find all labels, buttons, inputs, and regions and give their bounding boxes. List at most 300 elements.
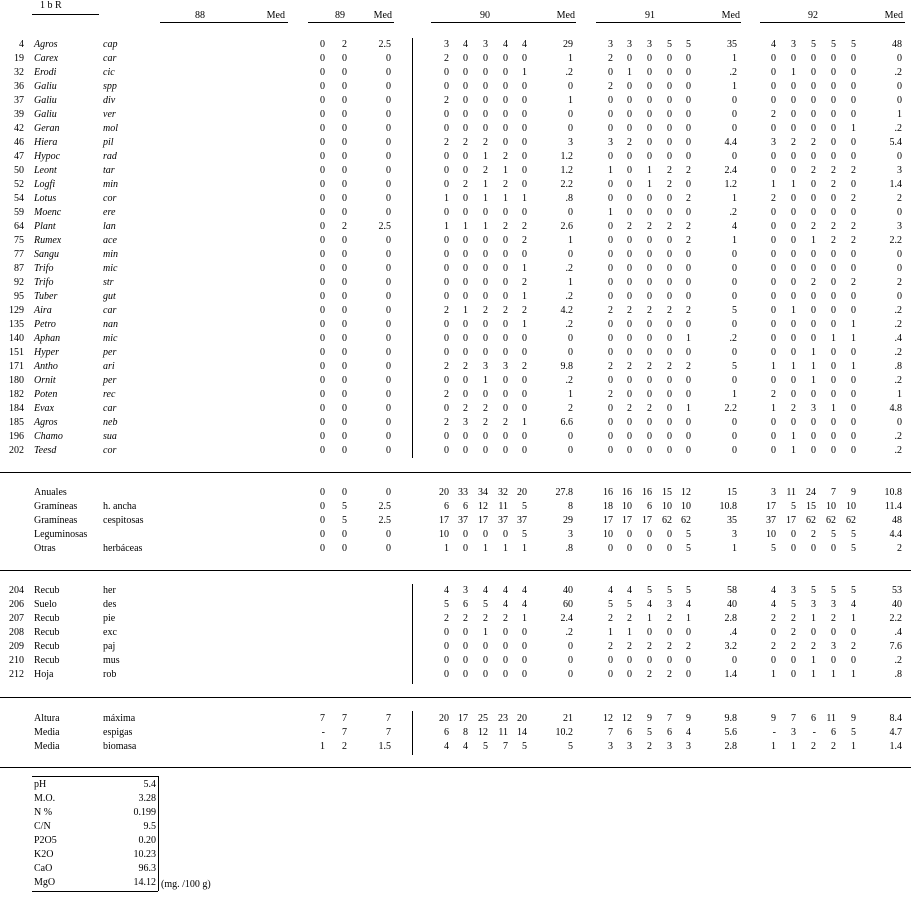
cell-92: - — [772, 727, 776, 738]
cell-92: 0 — [811, 193, 816, 204]
cell-92: - — [812, 727, 816, 738]
species-epithet: ver — [103, 109, 116, 120]
cell-92: 0 — [811, 319, 816, 330]
cell-91: 5 — [732, 361, 737, 372]
section-rule — [0, 767, 911, 768]
cell-92: 10 — [846, 501, 856, 512]
cell-92: 0 — [851, 137, 856, 148]
cell-91: 0 — [647, 235, 652, 246]
cell-92: 1.4 — [889, 179, 902, 190]
year-88-rule — [160, 22, 288, 23]
cell-90: 0 — [463, 109, 468, 120]
cell-90: 1 — [483, 627, 488, 638]
cell-90: 0 — [444, 669, 449, 680]
cell-90: 0 — [522, 627, 527, 638]
height-label: Altura — [34, 713, 60, 724]
cell-90: 2 — [483, 165, 488, 176]
cell-91: 0 — [686, 249, 691, 260]
species-genus: Plant — [34, 221, 56, 232]
cell-90: 0 — [444, 109, 449, 120]
cell-90: 17 — [478, 515, 488, 526]
cell-92: 0 — [791, 277, 796, 288]
cell-92: 0 — [897, 417, 902, 428]
cell-92: 0 — [897, 207, 902, 218]
cell-91: 0 — [608, 291, 613, 302]
cell-92: 1 — [851, 333, 856, 344]
cell-89: 0 — [320, 81, 325, 92]
cell-91: 0 — [608, 347, 613, 358]
species-genus: Antho — [34, 361, 58, 372]
cell-91: 0 — [667, 249, 672, 260]
cell-91: 0 — [608, 333, 613, 344]
cell-91: 2 — [627, 641, 632, 652]
species-epithet: cic — [103, 67, 115, 78]
cell-90: 10.2 — [555, 727, 573, 738]
cell-90: 0 — [503, 403, 508, 414]
cell-92: 5 — [831, 585, 836, 596]
cell-91: 0 — [732, 249, 737, 260]
soil-value: 9.5 — [143, 821, 156, 832]
cell-90: 2 — [444, 389, 449, 400]
cell-91: 0 — [667, 123, 672, 134]
cell-90: 1 — [463, 305, 468, 316]
cell-89: 0 — [320, 333, 325, 344]
cell-89: 0 — [342, 333, 347, 344]
cell-91: .2 — [729, 333, 737, 344]
cell-92: 0 — [791, 655, 796, 666]
species-number: 87 — [14, 263, 24, 274]
cell-90: 0 — [463, 389, 468, 400]
cell-92: 0 — [831, 277, 836, 288]
cell-91: 0 — [627, 123, 632, 134]
species-epithet: sua — [103, 431, 117, 442]
cell-89: 0 — [342, 319, 347, 330]
cell-90: 0 — [522, 655, 527, 666]
cell-92: 2 — [831, 179, 836, 190]
cell-92: 3 — [791, 39, 796, 50]
cell-92: 1 — [831, 403, 836, 414]
cell-91: 2.4 — [724, 165, 737, 176]
cell-90: 1 — [522, 543, 527, 554]
cell-92: 0 — [811, 179, 816, 190]
species-number: 54 — [14, 193, 24, 204]
cell-89: 0 — [342, 291, 347, 302]
cell-90: 0 — [568, 431, 573, 442]
cell-92: 1 — [851, 613, 856, 624]
cell-92: 0 — [811, 389, 816, 400]
cell-92: 0 — [897, 291, 902, 302]
cell-91: 2 — [686, 165, 691, 176]
cell-92: 0 — [851, 151, 856, 162]
cell-90: 0 — [568, 333, 573, 344]
cell-90: 0 — [522, 347, 527, 358]
cell-91: 0 — [627, 235, 632, 246]
cell-92: .2 — [894, 655, 902, 666]
cell-92: 5 — [851, 39, 856, 50]
soil-value: 0.199 — [133, 807, 156, 818]
cell-90: 4 — [522, 599, 527, 610]
cell-92: 0 — [811, 417, 816, 428]
cell-91: 0 — [667, 291, 672, 302]
cell-92: 0 — [771, 347, 776, 358]
cell-90: 0 — [522, 249, 527, 260]
cell-90: 2 — [463, 137, 468, 148]
cell-91: 0 — [608, 123, 613, 134]
cell-89: 0 — [342, 193, 347, 204]
cell-90: 0 — [463, 95, 468, 106]
cell-92: 0 — [831, 655, 836, 666]
cell-91: 2 — [647, 361, 652, 372]
cell-92: 0 — [851, 389, 856, 400]
cell-89: 0 — [342, 109, 347, 120]
cell-92: 5 — [811, 39, 816, 50]
cell-91: 0 — [627, 445, 632, 456]
cell-91: 0 — [627, 669, 632, 680]
cell-92: 0 — [791, 291, 796, 302]
cell-91: 12 — [681, 487, 691, 498]
cell-92: 2 — [791, 627, 796, 638]
year-90-label: 90 — [480, 10, 490, 21]
cell-92: 2.2 — [889, 235, 902, 246]
cell-90: 0 — [503, 53, 508, 64]
cell-92: 0 — [791, 529, 796, 540]
cell-91: 0 — [608, 669, 613, 680]
cover-sublabel: her — [103, 585, 116, 596]
cell-90: 6 — [463, 501, 468, 512]
cell-89: 0 — [386, 529, 391, 540]
cell-92: 0 — [831, 193, 836, 204]
cell-92: 0 — [811, 95, 816, 106]
cell-90: 12 — [478, 727, 488, 738]
cell-91: 0 — [667, 543, 672, 554]
cell-91: 5.6 — [724, 727, 737, 738]
cell-90: 2 — [463, 179, 468, 190]
cell-91: 5 — [608, 599, 613, 610]
species-genus: Galiu — [34, 95, 57, 106]
cell-92: 0 — [831, 67, 836, 78]
cell-90: 2 — [444, 95, 449, 106]
soil-param: MgO — [34, 877, 56, 888]
cell-90: 6.6 — [560, 417, 573, 428]
cell-92: 4.7 — [889, 727, 902, 738]
cell-92: 1 — [791, 361, 796, 372]
cell-90: 0 — [522, 389, 527, 400]
cell-92: 2 — [791, 641, 796, 652]
cell-90: 0 — [503, 291, 508, 302]
cell-89: 2.5 — [378, 501, 391, 512]
cell-92: 0 — [831, 249, 836, 260]
cell-90: 0 — [503, 529, 508, 540]
cell-92: 0 — [811, 249, 816, 260]
cell-92: .8 — [894, 669, 902, 680]
cell-91: 2 — [686, 641, 691, 652]
species-number: 196 — [9, 431, 24, 442]
cell-91: 1 — [627, 627, 632, 638]
cell-89: 0 — [320, 431, 325, 442]
cell-90: 4 — [444, 585, 449, 596]
cell-90: 0 — [503, 669, 508, 680]
soil-value: 0.20 — [138, 835, 156, 846]
cell-89: 7 — [342, 713, 347, 724]
cell-91: 1 — [647, 613, 652, 624]
species-epithet: ari — [103, 361, 115, 372]
cell-91: 0 — [686, 137, 691, 148]
cell-92: 2.2 — [889, 613, 902, 624]
cell-91: 3 — [647, 39, 652, 50]
cell-92: 0 — [771, 305, 776, 316]
cell-92: 0 — [791, 109, 796, 120]
cell-90: 0 — [483, 277, 488, 288]
cell-91: 17 — [603, 515, 613, 526]
cell-90: 2 — [522, 361, 527, 372]
cell-91: 1 — [627, 67, 632, 78]
cell-89: 0 — [342, 529, 347, 540]
species-number: 32 — [14, 67, 24, 78]
cell-90: 0 — [463, 333, 468, 344]
cell-89: 0 — [320, 39, 325, 50]
cell-90: 0 — [444, 67, 449, 78]
cell-92: 0 — [851, 655, 856, 666]
cell-92: 0 — [851, 207, 856, 218]
cell-92: 0 — [791, 417, 796, 428]
cell-91: 0 — [667, 445, 672, 456]
cell-92: 4 — [771, 599, 776, 610]
cell-90: 0 — [444, 263, 449, 274]
cell-92: 0 — [851, 95, 856, 106]
cell-92: 0 — [811, 291, 816, 302]
cell-91: 0 — [647, 333, 652, 344]
cell-89: 0 — [342, 403, 347, 414]
cell-90: 0 — [503, 137, 508, 148]
cell-91: 0 — [686, 655, 691, 666]
cover-label: Recub — [34, 655, 60, 666]
cell-90: 0 — [522, 669, 527, 680]
cell-92: 5 — [831, 529, 836, 540]
cover-number: 212 — [9, 669, 24, 680]
cell-92: 5.4 — [889, 137, 902, 148]
cell-91: 5 — [686, 529, 691, 540]
cell-91: 0 — [647, 193, 652, 204]
cell-89: 0 — [342, 347, 347, 358]
species-number: 135 — [9, 319, 24, 330]
cell-91: 0 — [608, 277, 613, 288]
cell-90: 3 — [568, 529, 573, 540]
cell-91: 2 — [627, 305, 632, 316]
cell-90: 3 — [444, 39, 449, 50]
cell-91: 0 — [732, 123, 737, 134]
species-number: 202 — [9, 445, 24, 456]
species-genus: Aphan — [34, 333, 61, 344]
cell-90: 0 — [444, 347, 449, 358]
cell-92: 11.4 — [884, 501, 902, 512]
cell-91: 18 — [603, 501, 613, 512]
cell-90: 2 — [444, 53, 449, 64]
cell-92: 0 — [791, 207, 796, 218]
cell-91: 10 — [622, 501, 632, 512]
cell-90: 0 — [568, 81, 573, 92]
cell-90: 3 — [463, 585, 468, 596]
cell-91: 0 — [667, 81, 672, 92]
cell-90: 0 — [503, 109, 508, 120]
species-genus: Galiu — [34, 81, 57, 92]
species-number: 50 — [14, 165, 24, 176]
cell-89: 0 — [320, 417, 325, 428]
cell-90: 5 — [568, 741, 573, 752]
cell-90: 0 — [522, 95, 527, 106]
cell-91: 2 — [667, 165, 672, 176]
cell-91: 0 — [627, 179, 632, 190]
cell-91: 0 — [608, 445, 613, 456]
cell-91: 2 — [627, 403, 632, 414]
cell-90: 4 — [483, 585, 488, 596]
cell-90: 3 — [483, 39, 488, 50]
cell-91: 0 — [647, 53, 652, 64]
cell-90: 2 — [463, 613, 468, 624]
species-number: 182 — [9, 389, 24, 400]
cell-91: 0 — [732, 109, 737, 120]
cell-91: 7 — [608, 727, 613, 738]
cell-89: 0 — [386, 431, 391, 442]
cell-91: 0 — [667, 109, 672, 120]
cover-label: Recub — [34, 585, 60, 596]
cell-91: 2 — [627, 137, 632, 148]
cell-91: 0 — [667, 319, 672, 330]
cell-92: 4 — [771, 39, 776, 50]
cell-90: 0 — [463, 319, 468, 330]
year-92-med: Med — [884, 10, 903, 21]
cell-91: 2 — [686, 235, 691, 246]
cell-90: 5 — [522, 529, 527, 540]
cell-90: 20 — [439, 487, 449, 498]
cell-90: 2 — [503, 417, 508, 428]
cell-92: 62 — [826, 515, 836, 526]
cell-91: 2 — [608, 361, 613, 372]
cell-92: 1 — [791, 431, 796, 442]
cell-90: 0 — [444, 123, 449, 134]
cell-91: 3 — [608, 39, 613, 50]
cell-91: 0 — [667, 67, 672, 78]
cell-89: 0 — [386, 249, 391, 260]
species-number: 39 — [14, 109, 24, 120]
cell-91: 0 — [608, 431, 613, 442]
cell-91: 2 — [667, 641, 672, 652]
group-label: Anuales — [34, 487, 67, 498]
cell-89: 0 — [342, 207, 347, 218]
cell-90: 0 — [503, 375, 508, 386]
cell-90: 4.2 — [560, 305, 573, 316]
cell-90: .8 — [565, 543, 573, 554]
cell-92: .2 — [894, 445, 902, 456]
cell-91: 0 — [686, 319, 691, 330]
cell-89: 0 — [386, 53, 391, 64]
cell-92: 3 — [831, 599, 836, 610]
cell-91: 0 — [647, 347, 652, 358]
species-number: 36 — [14, 81, 24, 92]
cell-90: 1 — [522, 417, 527, 428]
section-rule — [0, 472, 911, 473]
cell-92: 5 — [831, 39, 836, 50]
cell-91: 3 — [732, 529, 737, 540]
cell-92: 1 — [811, 375, 816, 386]
cell-91: 0 — [647, 291, 652, 302]
cell-92: 5 — [791, 501, 796, 512]
cell-92: 3 — [897, 165, 902, 176]
cell-92: 1 — [851, 319, 856, 330]
cell-92: 1 — [811, 361, 816, 372]
cell-90: 0 — [503, 207, 508, 218]
cell-89: 0 — [320, 165, 325, 176]
species-epithet: cor — [103, 445, 117, 456]
species-genus: Logfi — [34, 179, 56, 190]
cell-89: 1 — [320, 741, 325, 752]
cell-92: 48 — [892, 515, 902, 526]
cell-91: 2 — [608, 305, 613, 316]
cell-92: 0 — [771, 207, 776, 218]
cell-92: 4 — [851, 599, 856, 610]
cell-89: 7 — [320, 713, 325, 724]
cell-90: 4 — [503, 599, 508, 610]
cell-89: 0 — [386, 347, 391, 358]
cell-90: 11 — [498, 501, 508, 512]
cell-89: 0 — [342, 487, 347, 498]
cell-91: 0 — [608, 221, 613, 232]
cell-90: 0 — [522, 375, 527, 386]
cell-92: 2 — [811, 641, 816, 652]
cell-91: 0 — [608, 235, 613, 246]
cover-sublabel: mus — [103, 655, 120, 666]
cell-92: 8.4 — [889, 713, 902, 724]
cell-92: 0 — [811, 431, 816, 442]
cell-91: 0 — [608, 319, 613, 330]
cell-91: 2 — [686, 305, 691, 316]
cell-91: 62 — [681, 515, 691, 526]
species-epithet: lan — [103, 221, 116, 232]
cell-92: 0 — [771, 165, 776, 176]
cell-91: 0 — [608, 95, 613, 106]
cell-91: 0 — [686, 347, 691, 358]
section-rule — [0, 697, 911, 698]
cell-91: 0 — [686, 291, 691, 302]
cell-90: 0 — [568, 123, 573, 134]
soil-param: N % — [34, 807, 53, 818]
cell-90: 2 — [522, 305, 527, 316]
cell-91: 0 — [608, 263, 613, 274]
cell-90: 6 — [444, 501, 449, 512]
year-92-label: 92 — [808, 10, 818, 21]
cell-90: 1 — [483, 221, 488, 232]
cell-91: 0 — [608, 403, 613, 414]
cell-92: 11 — [786, 487, 796, 498]
cell-91: 2 — [608, 641, 613, 652]
cell-90: .2 — [565, 291, 573, 302]
species-epithet: tar — [103, 165, 115, 176]
cell-90: 40 — [563, 585, 573, 596]
cell-91: 0 — [608, 655, 613, 666]
cell-90: 0 — [444, 431, 449, 442]
cell-90: 2 — [483, 417, 488, 428]
cell-92: 0 — [791, 669, 796, 680]
cell-91: 2 — [667, 669, 672, 680]
cell-90: 0 — [483, 445, 488, 456]
cell-89: 0 — [320, 263, 325, 274]
cover-sublabel: rob — [103, 669, 117, 680]
cell-91: 1 — [686, 333, 691, 344]
year-88-label: 88 — [195, 10, 205, 21]
cell-90: 2 — [522, 235, 527, 246]
cell-92: .2 — [894, 375, 902, 386]
cell-90: 20 — [517, 487, 527, 498]
cell-92: 62 — [806, 515, 816, 526]
